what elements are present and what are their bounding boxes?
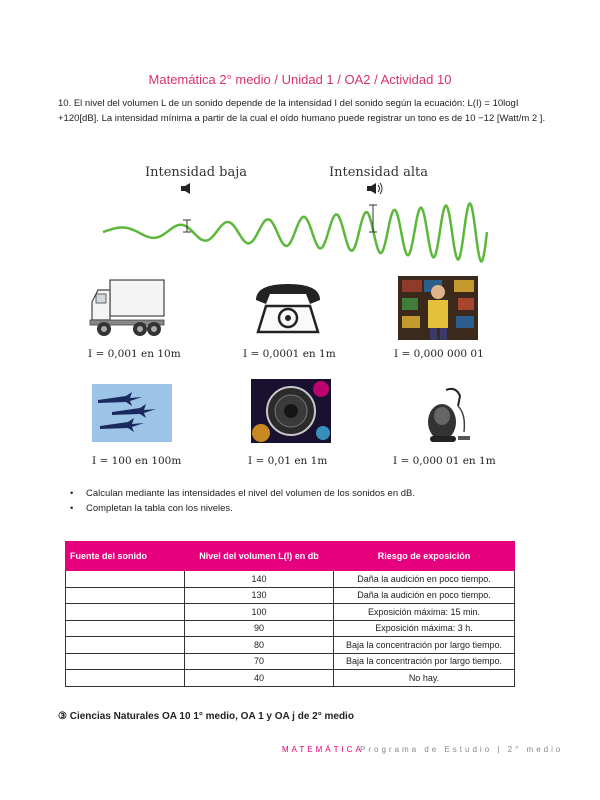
- cell-source[interactable]: [66, 637, 185, 654]
- cell-level: 80: [185, 637, 334, 654]
- sound-wave-illustration: [95, 150, 495, 270]
- caption-jets: I = 100 en 100m: [92, 455, 182, 467]
- label-low-intensity: Intensidad baja: [145, 165, 248, 180]
- cell-level: 140: [185, 571, 334, 588]
- caption-speaker: I = 0,01 en 1m: [248, 455, 328, 467]
- cell-source[interactable]: [66, 653, 185, 670]
- jets-icon: [92, 384, 172, 442]
- table-row: [66, 620, 515, 637]
- cell-source[interactable]: [66, 620, 185, 637]
- cell-risk: Daña la audición en poco tiempo.: [334, 571, 515, 588]
- cell-risk: Daña la audición en poco tiempo.: [334, 587, 515, 604]
- instruction-item: • Calculan mediante las intensidades el nivel del volumen de los sonidos en dB.: [70, 486, 415, 501]
- cell-level: 70: [185, 653, 334, 670]
- truck-icon: [88, 276, 168, 340]
- instruction-item: • Completan la tabla con los niveles.: [70, 501, 415, 516]
- cell-source[interactable]: [66, 571, 185, 588]
- footer-brand: MATEMÁTICA: [282, 745, 364, 754]
- speaker-high-icon: [367, 183, 382, 194]
- cell-risk: Baja la concentración por largo tiempo.: [334, 637, 515, 654]
- table-row: [66, 604, 515, 621]
- sound-level-table: [65, 541, 515, 687]
- cell-risk: No hay.: [334, 670, 515, 687]
- table-row: [66, 571, 515, 588]
- problem-statement: 10. El nivel del volumen L de un sonido depende de la intensidad I del sonido según la ecuación: L(I) = 10logI +120[dB]. La intensidad mínima a partir de la cual el oído humano puede registrar un tono es de 10 −12 [Watt/m 2 ].: [58, 98, 546, 124]
- cell-source[interactable]: [66, 587, 185, 604]
- cell-level: 100: [185, 604, 334, 621]
- table-row: [66, 653, 515, 670]
- cell-source[interactable]: [66, 604, 185, 621]
- label-high-intensity: Intensidad alta: [329, 165, 429, 180]
- speaker-icon: [251, 379, 331, 443]
- column-header-source: Fuente del sonido: [66, 542, 185, 571]
- library-person-icon: [398, 276, 478, 340]
- caption-truck: I = 0,001 en 10m: [88, 348, 181, 360]
- cell-level: 40: [185, 670, 334, 687]
- table-row: [66, 587, 515, 604]
- telephone-icon: [248, 276, 328, 340]
- cell-risk: Exposición máxima: 15 min.: [334, 604, 515, 621]
- footer-program: Programa de Estudio | 2° medio: [360, 745, 564, 754]
- cell-risk: Baja la concentración por largo tiempo.: [334, 653, 515, 670]
- caption-library: I = 0,000 000 01: [394, 348, 484, 360]
- instructions-list: [70, 486, 415, 516]
- cell-level: 130: [185, 587, 334, 604]
- speaker-low-icon: [181, 183, 190, 194]
- wave-line: [103, 204, 487, 262]
- page-title: Matemática 2° medio / Unidad 1 / OA2 / Actividad 10: [148, 72, 452, 87]
- table-row: [66, 670, 515, 687]
- column-header-level: Nivel del volumen L(I) en db: [185, 542, 334, 571]
- column-header-risk: Riesgo de exposición: [334, 542, 515, 571]
- caption-telephone: I = 0,0001 en 1m: [243, 348, 336, 360]
- cell-source[interactable]: [66, 670, 185, 687]
- curriculum-reference-note: ③ Ciencias Naturales OA 10 1° medio, OA 1 y OA j de 2° medio: [58, 711, 354, 722]
- cell-level: 90: [185, 620, 334, 637]
- vacuum-cleaner-icon: [400, 384, 480, 448]
- cell-risk: Exposición máxima: 3 h.: [334, 620, 515, 637]
- caption-vacuum: I = 0,000 01 en 1m: [393, 455, 496, 467]
- table-row: [66, 637, 515, 654]
